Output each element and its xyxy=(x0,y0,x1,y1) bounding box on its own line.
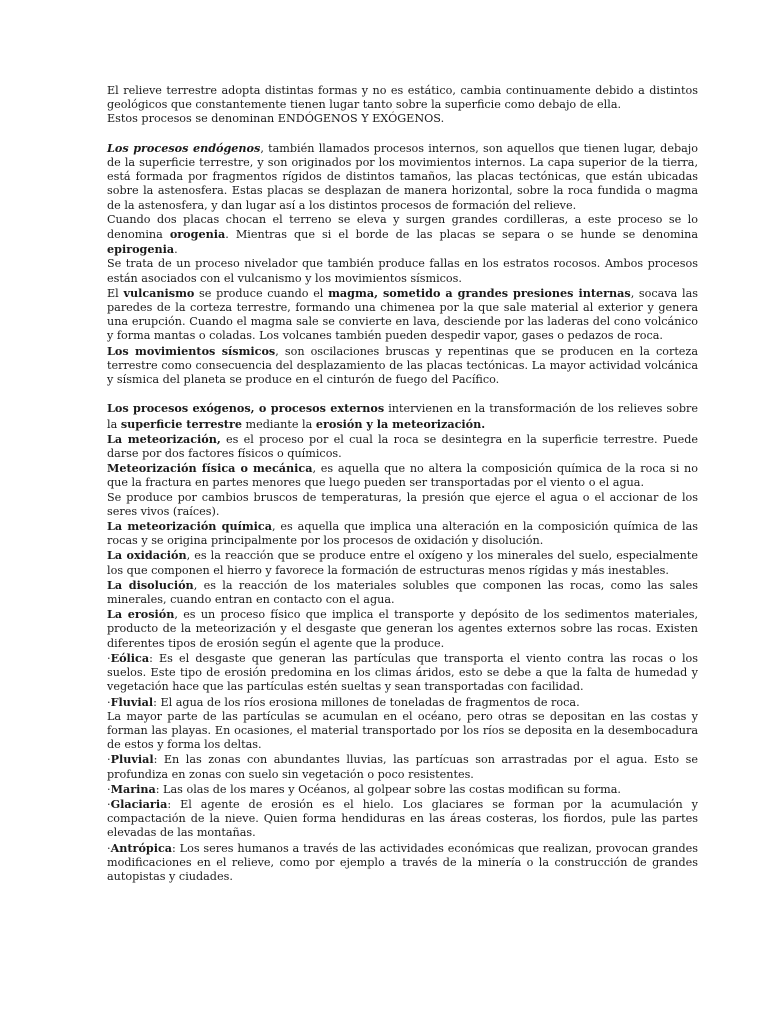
text-run: : El agua de los ríos erosiona millones de toneladas de fragmentos de roca. xyxy=(153,695,580,709)
paragraph xyxy=(107,344,698,388)
paragraph xyxy=(107,432,698,461)
text-run: : El agente de erosión es el hielo. Los glaciares se forman por la acumulación y compactación de la nieve. Quien forma hendiduras en las áreas costeras, los fiordos, pule las partes elevadas de las montañas. xyxy=(107,797,698,840)
paragraph xyxy=(107,782,698,797)
bold-term: Fluvial xyxy=(110,694,154,709)
bold-term: Pluvial xyxy=(110,752,154,767)
paragraph xyxy=(107,84,698,112)
text-run: · xyxy=(107,797,111,811)
bold-term: vulcanismo xyxy=(123,285,195,300)
text-run: es el proceso por el cual la roca se desintegra en la superficie terrestre. Puede darse por dos factores físicos o químicos. xyxy=(107,432,698,461)
paragraph xyxy=(107,519,698,548)
bold-term: epirogenia xyxy=(107,242,175,257)
paragraph xyxy=(107,461,698,490)
text-run: , socava las paredes de la corteza terrestre, formando una chimenea por la que sale material al exterior y genera una erupción. Cuando el magma sale se convierte en lava, desciende por las laderas del cono volcánico y forma mantas o coladas. Los volcanes también pueden despedir vapor, gases o pedazos de roca. xyxy=(107,286,699,343)
bold-term: superficie terrestre xyxy=(120,416,242,431)
text-run: . xyxy=(174,243,178,257)
paragraph xyxy=(107,651,698,695)
paragraph xyxy=(107,213,698,258)
paragraph xyxy=(107,112,698,126)
text-run: : Es el desgaste que generan las partículas que transporta el viento contra las rocas o los suelos. Este tipo de erosión predomina en los climas áridos, esto se debe a que la falta de humedad y vegetación hace que las partículas estén sueltas y sean transportadas con facilidad. xyxy=(107,651,698,694)
paragraph xyxy=(107,548,698,577)
text-run: La mayor parte de las partículas se acumulan en el océano, pero otras se depositan en las costas y forman las playas. En ocasiones, el material transportado por los ríos se deposita en la desembocadura de estos y forma los deltas. xyxy=(107,709,698,752)
text-run: , es un proceso físico que implica el transporte y depósito de los sedimentos materiales, producto de la meteorización y el desgaste que generan los agentes externos sobre las rocas. Existen diferentes tipos de erosión según el agente que la produce. xyxy=(107,608,698,650)
paragraph xyxy=(107,401,698,431)
paragraph xyxy=(107,841,698,885)
text-run: El relieve terrestre adopta distintas formas y no es estático, cambia continuamente debido a distintos geológicos que constantemente tienen lugar tanto sobre la superficie como debajo de ella. xyxy=(107,84,698,112)
bold-term: Eólica xyxy=(110,650,150,665)
paragraph xyxy=(107,752,698,781)
text-run: , es aquella que implica una alteración en la composición química de las rocas y se origina principalmente por los procesos de oxidación y disolución. xyxy=(107,520,698,548)
paragraph xyxy=(107,695,698,710)
bold-italic-term: Los procesos endógenos xyxy=(107,140,261,155)
text-run: : En las zonas con abundantes lluvias, las partícuas son arrastradas por el agua. Esto se profundiza en zonas con suelo sin vegetación o poco resistentes. xyxy=(107,753,698,781)
document-body xyxy=(107,84,698,884)
text-run: . Mientras que si el borde de las placas se separa o se hunde se denomina xyxy=(225,228,699,242)
text-run: , son oscilaciones bruscas y repentinas que se producen en la corteza terrestre como consecuencia del desplazamiento de las placas tectónicas. La mayor actividad volcánica y sísmica del planeta se produce en el cinturón de fuego del Pacífico. xyxy=(107,344,698,387)
text-run: · xyxy=(107,782,111,796)
text-run: Estos procesos se denominan ENDÓGENOS Y EXÓGENOS. xyxy=(107,112,445,126)
text-run: · xyxy=(107,651,111,665)
text-run: El xyxy=(107,286,124,300)
bold-term: Marina xyxy=(110,781,156,796)
bold-term: magma, sometido a grandes presiones internas xyxy=(328,285,631,300)
bold-term: Los movimientos sísmicos xyxy=(107,343,276,358)
text-run: : Las olas de los mares y Océanos, al golpear sobre las costas modifican su forma. xyxy=(155,782,621,796)
text-run: Se trata de un proceso nivelador que también produce fallas en los estratos rocosos. Ambos procesos están asociados con el vulcanismo y los movimientos sísmicos. xyxy=(107,257,698,285)
paragraph xyxy=(107,607,698,651)
text-run: Cuando dos placas chocan el terreno se eleva y surgen grandes cordilleras, a este proceso se lo denomina xyxy=(107,212,698,242)
text-run: , también llamados procesos internos, son aquellos que tienen lugar, debajo de la superficie terrestre, y son originados por los movimientos internos. La capa superior de la tierra, está formada por fragmentos rígidos de distintos tamaños, las placas tectónicas, que están ubicadas sobre la astenosfera. Estas placas se desplazan de manera horizontal, sobre la roca fundida o magma de la astenosfera, y dan lugar así a los distintos procesos de formación del relieve. xyxy=(107,141,698,212)
bold-term: erosión y la meteorización. xyxy=(315,416,486,431)
text-run: , es aquella que no altera la composición química de la roca si no que la fractura en partes menores que luego pueden ser transportadas por el viento o el agua. xyxy=(107,462,698,490)
text-run: · xyxy=(107,695,111,709)
bold-term: Meteorización física o mecánica xyxy=(107,461,313,476)
paragraph xyxy=(107,710,698,753)
paragraph xyxy=(107,491,698,519)
paragraph xyxy=(107,141,698,213)
text-run: : Los seres humanos a través de las actividades económicas que realizan, provocan grandes modificaciones en el relieve, como por ejemplo a través de la minería o la construcción de grandes autopistas y ciudades. xyxy=(107,841,698,883)
bold-term: Glaciaria xyxy=(110,796,168,811)
paragraph xyxy=(107,257,698,285)
bold-term: La erosión xyxy=(107,607,175,622)
text-run: · xyxy=(107,753,111,767)
bold-term: Los procesos exógenos, o procesos externos xyxy=(107,401,385,416)
text-run: , es la reacción de los materiales solubles que componen las rocas, como las sales minerales, cuando entran en contacto con el agua. xyxy=(107,578,698,607)
paragraph xyxy=(107,578,698,607)
bold-term: La oxidación xyxy=(107,548,187,563)
bold-term: Antrópica xyxy=(110,840,173,855)
bold-term: La disolución xyxy=(107,577,194,592)
text-run: intervienen en la transformación de los relieves sobre la xyxy=(107,402,698,431)
bold-term: orogenia xyxy=(169,227,226,242)
text-run: mediante la xyxy=(241,417,316,431)
text-run: , es la reacción que se produce entre el oxígeno y los minerales del suelo, especialmente los que componen el hierro y favorece la formación de estructuras menos rígidas y más inestables. xyxy=(107,549,698,577)
text-run: · xyxy=(107,841,111,855)
bold-term: La meteorización, xyxy=(107,431,221,446)
paragraph xyxy=(107,286,698,344)
paragraph xyxy=(107,797,698,841)
text-run: se produce cuando el xyxy=(194,286,329,300)
bold-term: La meteorización química xyxy=(107,519,272,534)
text-run: Se produce por cambios bruscos de temperaturas, la presión que ejerce el agua o el accionar de los seres vivos (raíces). xyxy=(107,490,698,518)
